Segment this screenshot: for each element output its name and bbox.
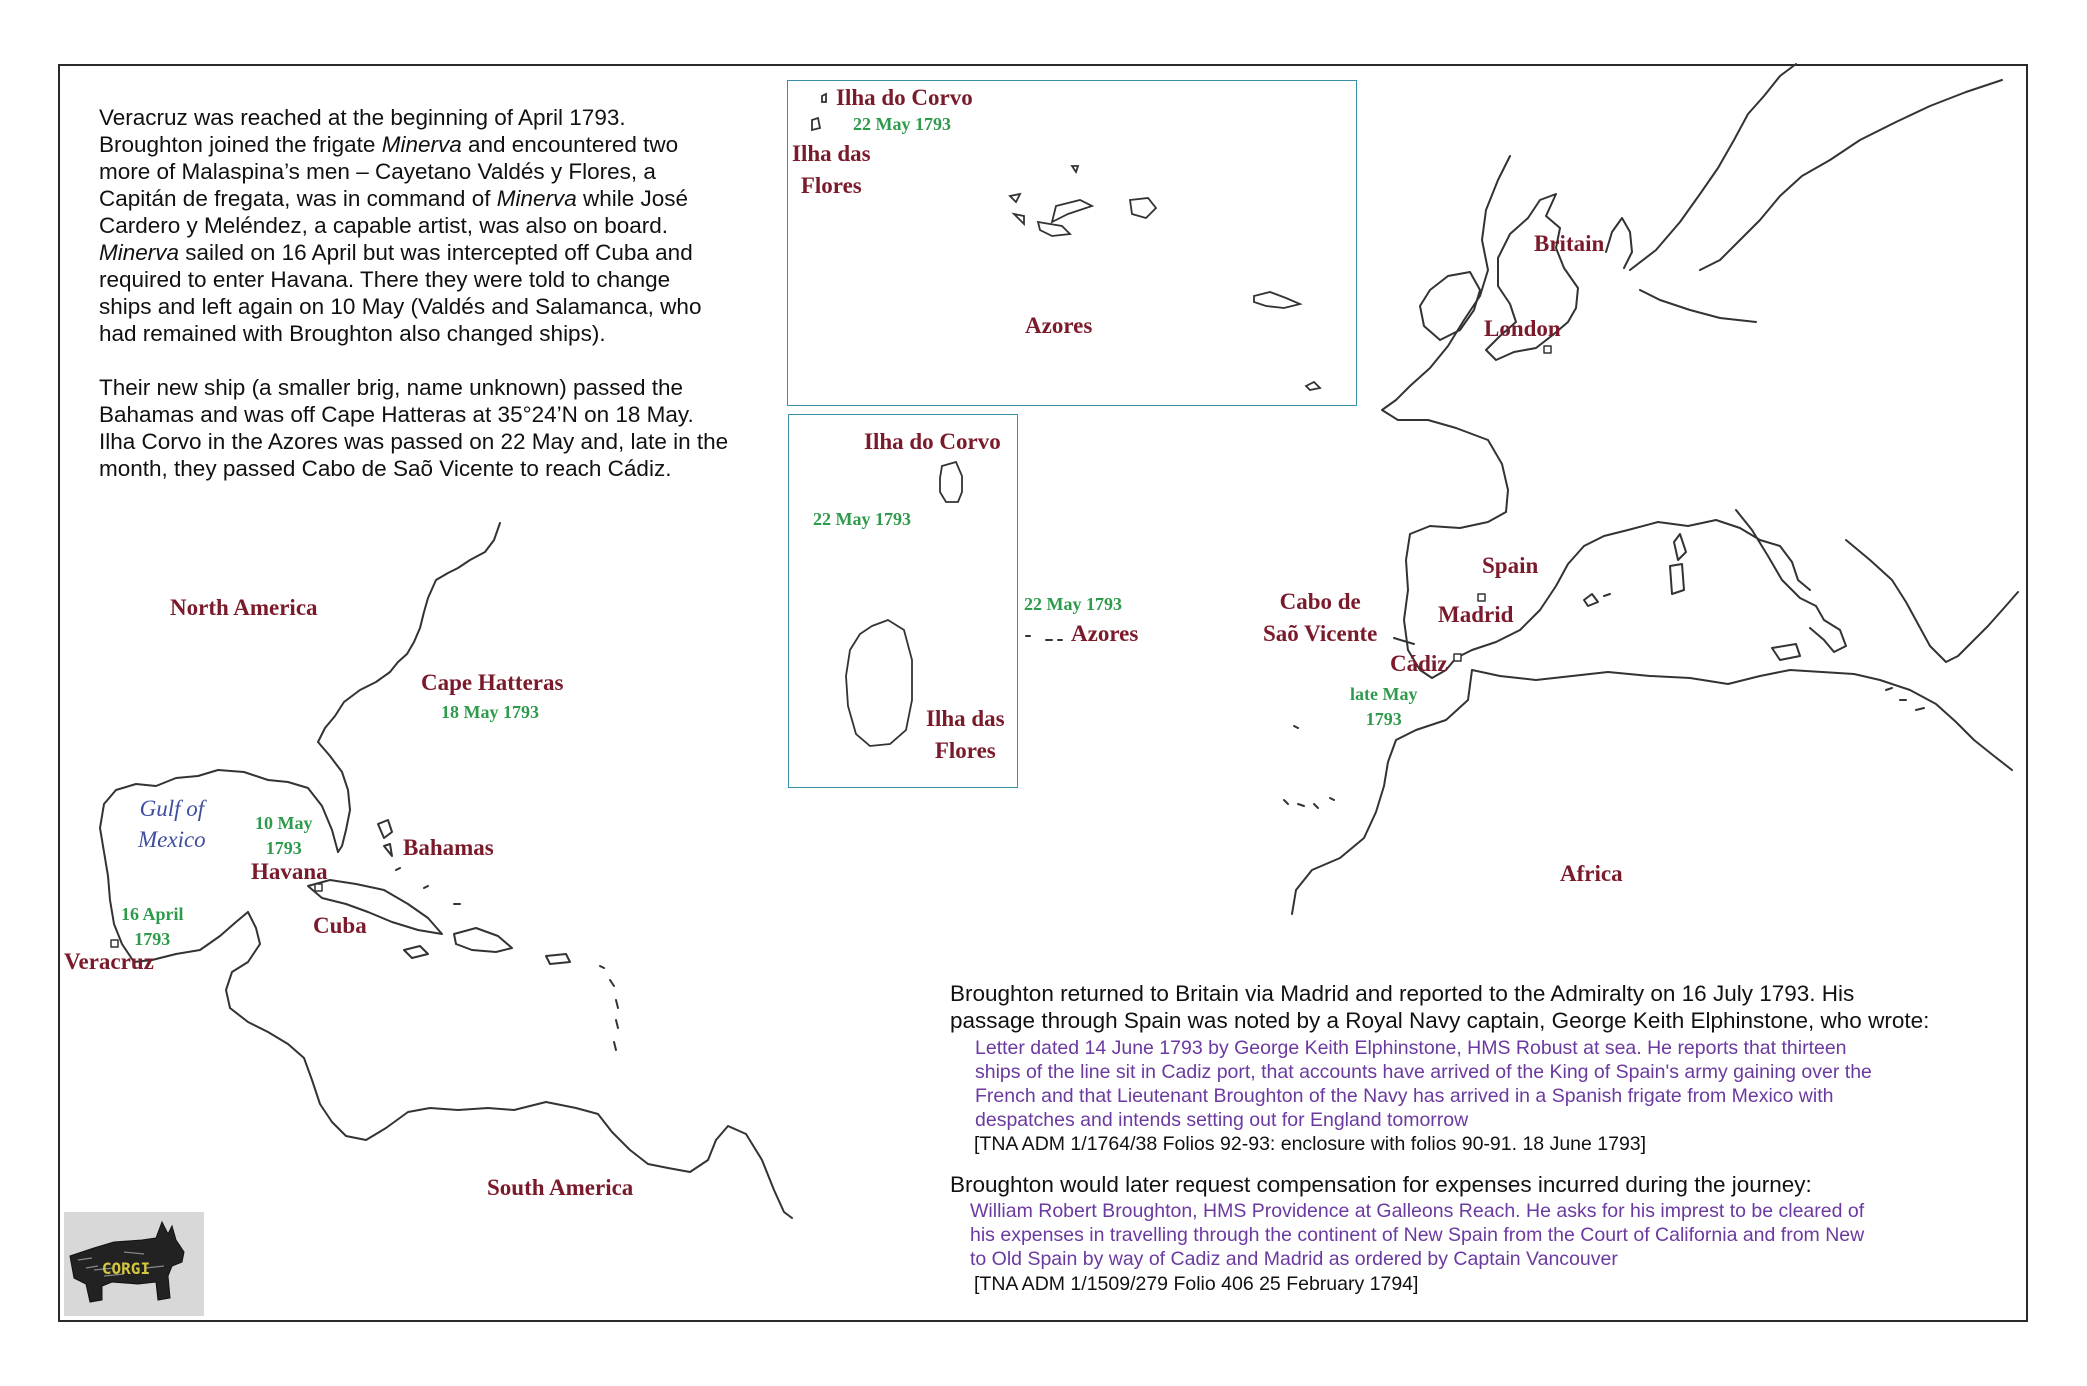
hispaniola-island [454,928,512,952]
sicily-island [1772,644,1800,660]
text-segment: Bahamas and was off Cape Hatteras at 35°24’N on 18 May. [99,402,694,427]
balkans-coast [1846,540,2018,662]
quote-line: despatches and intends setting out for England tomorrow [975,1109,1469,1131]
bahamas-label: Bahamas [403,835,494,860]
inset1-flores-label: Ilha das Flores [792,141,871,198]
inset1-date: 22 May 1793 [853,114,951,134]
reference-1: [TNA ADM 1/1764/38 Folios 92-93: enclosure with folios 90-91. 18 June 1793] [974,1133,1647,1155]
narrative-line [99,239,728,266]
reference-2: [TNA ADM 1/1509/279 Folio 406 25 February 1794] [974,1273,1419,1295]
balearic-islands [1584,594,1598,606]
text-segment: ships and left again on 10 May (Valdés and Salamanca, who [99,294,702,319]
spain-label: Spain [1482,553,1539,578]
sardinia-island [1670,564,1684,594]
ireland-island [1420,272,1480,340]
text-segment: Capitán de fregata, was in command of [99,186,497,211]
britain-label: Britain [1534,231,1605,256]
narrative-line [99,212,728,239]
italy-peninsula [1736,510,1846,652]
corsica-island [1674,534,1686,560]
cadiz-label: Cádiz [1390,651,1448,676]
narrative-line [99,401,728,428]
text-segment: Veracruz was reached at the beginning of April 1793. [99,105,626,130]
narrative-line [99,320,728,347]
gulf-of-mexico-label: Gulf of Mexico [138,796,206,852]
africa-label: Africa [1560,861,1623,886]
cuba-label: Cuba [313,913,367,938]
narrative-line [99,158,728,185]
quote-line: French and that Lieutenant Broughton of the Navy has arrived in a Spanish frigate from Mexico with [975,1085,1834,1107]
hatteras-date: 18 May 1793 [441,702,539,722]
corgi-dog-icon [64,1212,204,1316]
quote-line: his expenses in travelling through the continent of New Spain from the Court of California and from New [970,1224,1865,1246]
central-america-coast [226,912,514,1140]
puerto-rico-island [546,954,570,964]
inset2-corvo-label: Ilha do Corvo [864,429,1001,454]
intro-line-2: passage through Spain was noted by a Royal Navy captain, George Keith Elphinstone, who wrote: [950,1008,1930,1033]
text-segment: required to enter Havana. There they were told to change [99,267,671,292]
return-intro-text [950,980,1929,1034]
text-segment: while José [576,186,689,211]
veracruz-date: 16 April 1793 [121,904,184,949]
narrative-line [99,266,728,293]
north-america-label: North America [170,595,318,620]
quote-line: William Robert Broughton, HMS Providence at Galleons Reach. He asks for his imprest to be cleared of [970,1200,1865,1222]
text-segment: had remained with Broughton also changed ships). [99,321,606,346]
havana-date: 10 May 1793 [255,813,313,858]
narrative-line [99,428,728,455]
logo-text: CORGI [101,1259,151,1278]
compensation-intro: Broughton would later request compensation for expenses incurred during the journey: [950,1172,1812,1197]
narrative-line [99,293,728,320]
text-segment: Broughton joined the frigate [99,132,382,157]
intro-line-1: Broughton returned to Britain via Madrid and reported to the Admiralty on 16 July 1793. His [950,981,1855,1006]
azores-label: Azores [1071,621,1139,646]
havana-label: Havana [251,859,328,884]
jamaica-island [404,946,428,958]
ship-name: Minerva [496,186,577,211]
cadiz-date: late May 1793 [1350,684,1418,729]
quote-line: to Old Spain by way of Cadiz and Madrid as ordered by Captain Vancouver [970,1248,1618,1270]
madrid-label: Madrid [1438,602,1514,627]
text-segment: Ilha Corvo in the Azores was passed on 22 May and, late in the [99,429,729,454]
narrative-line [99,185,728,212]
narrative-text [99,104,728,509]
quote-line: ships of the line sit in Cadiz port, that accounts have arrived of the King of Spain's army gaining over the [975,1061,1872,1083]
inset1-corvo-label: Ilha do Corvo [836,85,973,110]
narrative-line [99,455,728,482]
scandinavia-coast [1630,64,1796,270]
veracruz-label: Veracruz [64,949,154,974]
narrative-line [99,104,728,131]
corgi-logo [64,1212,204,1316]
broughton-quote [970,1199,1864,1271]
inset2-flores-label: Ilha das Flores [926,706,1005,763]
ship-name: Minerva [381,132,462,157]
azores-main-date: 22 May 1793 [1024,594,1122,614]
text-segment: month, they passed Cabo de Saõ Vicente to reach Cádiz. [99,456,672,481]
south-america-label: South America [487,1175,634,1200]
narrative-line [99,131,728,158]
elphinstone-quote [975,1036,1872,1132]
quote-line: Letter dated 14 June 1793 by George Keith Elphinstone, HMS Robust at sea. He reports that thirteen [975,1037,1847,1059]
ship-name: Minerva [99,240,180,265]
text-segment: and encountered two [461,132,679,157]
text-segment: Cardero y Meléndez, a capable artist, was also on board. [99,213,669,238]
inset1-azores-label: Azores [1025,313,1093,338]
narrative-line [99,374,728,401]
text-segment: Their new ship (a smaller brig, name unknown) passed the [99,375,684,400]
narrative-para1 [99,104,728,347]
text-segment: more of Malaspina’s men – Cayetano Valdés y Flores, a [99,159,656,184]
inset2-date: 22 May 1793 [813,509,911,529]
cape-hatteras-label: Cape Hatteras [421,670,564,695]
iberia-south-coast [1456,520,1810,658]
london-label: London [1484,316,1561,341]
narrative-para2 [99,374,728,482]
text-segment: sailed on 16 April but was intercepted off Cuba and [179,240,693,265]
denmark-peninsula [1606,218,1632,268]
cabo-sao-vicente-label: Cabo de Saõ Vicente [1263,589,1378,646]
